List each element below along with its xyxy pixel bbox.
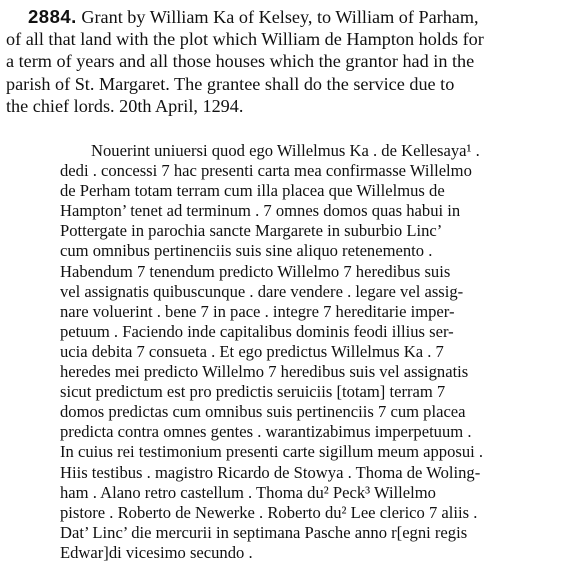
latin-line: petuum . Faciendo inde capitalibus dominis feodi illius ser-	[60, 321, 454, 341]
latin-line: predicta contra omnes gentes . warantizabimus imperpetuum .	[60, 422, 472, 442]
latin-line: Edwar]di vicesimo secundo .	[60, 542, 253, 562]
summary-line: a term of years and all those houses which the grantor had in the	[6, 51, 475, 72]
latin-line: de Perham totam terram cum illa placea que Willelmus de	[60, 181, 445, 201]
latin-line: Pottergate in parochia sancte Margarete in suburbio Linc’	[60, 221, 443, 241]
latin-line: Nouerint uniuersi quod ego Willelmus Ka . de Kellesaya¹ .	[91, 141, 480, 160]
summary-line	[6, 6, 571, 28]
summary-line: parish of St. Margaret. The grantee shall do the service due to	[6, 73, 455, 94]
summary-line: the chief lords. 20th April, 1294.	[6, 95, 244, 116]
latin-line: sicut predictum est pro predictis seruiciis [totam] terram 7	[60, 382, 446, 402]
latin-line: ham . Alano retro castellum . Thoma du² Peck³ Willelmo	[60, 482, 436, 502]
latin-line: nare voluerint . bene 7 in pace . integre 7 hereditarie imper-	[60, 301, 455, 321]
latin-line: vel assignatis quibuscunque . dare vendere . legare vel assig-	[60, 281, 464, 301]
latin-line: Dat’ Linc’ die mercurii in septimana Pasche anno r[egni regis	[60, 522, 468, 542]
latin-line: heredes mei predicto Willelmo 7 heredibus suis vel assignatis	[60, 362, 469, 382]
latin-line: Habendum 7 tenendum predicto Willelmo 7 heredibus suis	[60, 261, 451, 281]
summary-line: of all that land with the plot which William de Hampton holds for	[6, 29, 484, 50]
latin-line: Hiis testibus . magistro Ricardo de Stowya . Thoma de Woling-	[60, 462, 481, 482]
latin-line: Hampton’ tenet ad terminum . 7 omnes domos quas habui in	[60, 201, 461, 221]
entry-number: 2884.	[28, 6, 77, 27]
latin-line: domos predictas cum omnibus suis pertinenciis 7 cum placea	[60, 402, 466, 422]
latin-line: cum omnibus pertinenciis suis sine aliquo retenemento .	[60, 241, 433, 261]
entry-summary	[6, 6, 571, 117]
summary-text: Grant by William Ka of Kelsey, to William of Parham,	[81, 7, 479, 27]
latin-line: ucia debita 7 consueta . Et ego predictus Willelmus Ka . 7	[60, 341, 444, 361]
latin-line: dedi . concessi 7 hac presenti carta mea confirmasse Willelmo	[60, 161, 472, 181]
latin-line: pistore . Roberto de Newerke . Roberto du² Lee clerico 7 aliis .	[60, 502, 478, 522]
latin-line: In cuius rei testimonium presenti carte sigillum meum apposui .	[60, 442, 484, 462]
latin-charter-text	[60, 141, 570, 563]
